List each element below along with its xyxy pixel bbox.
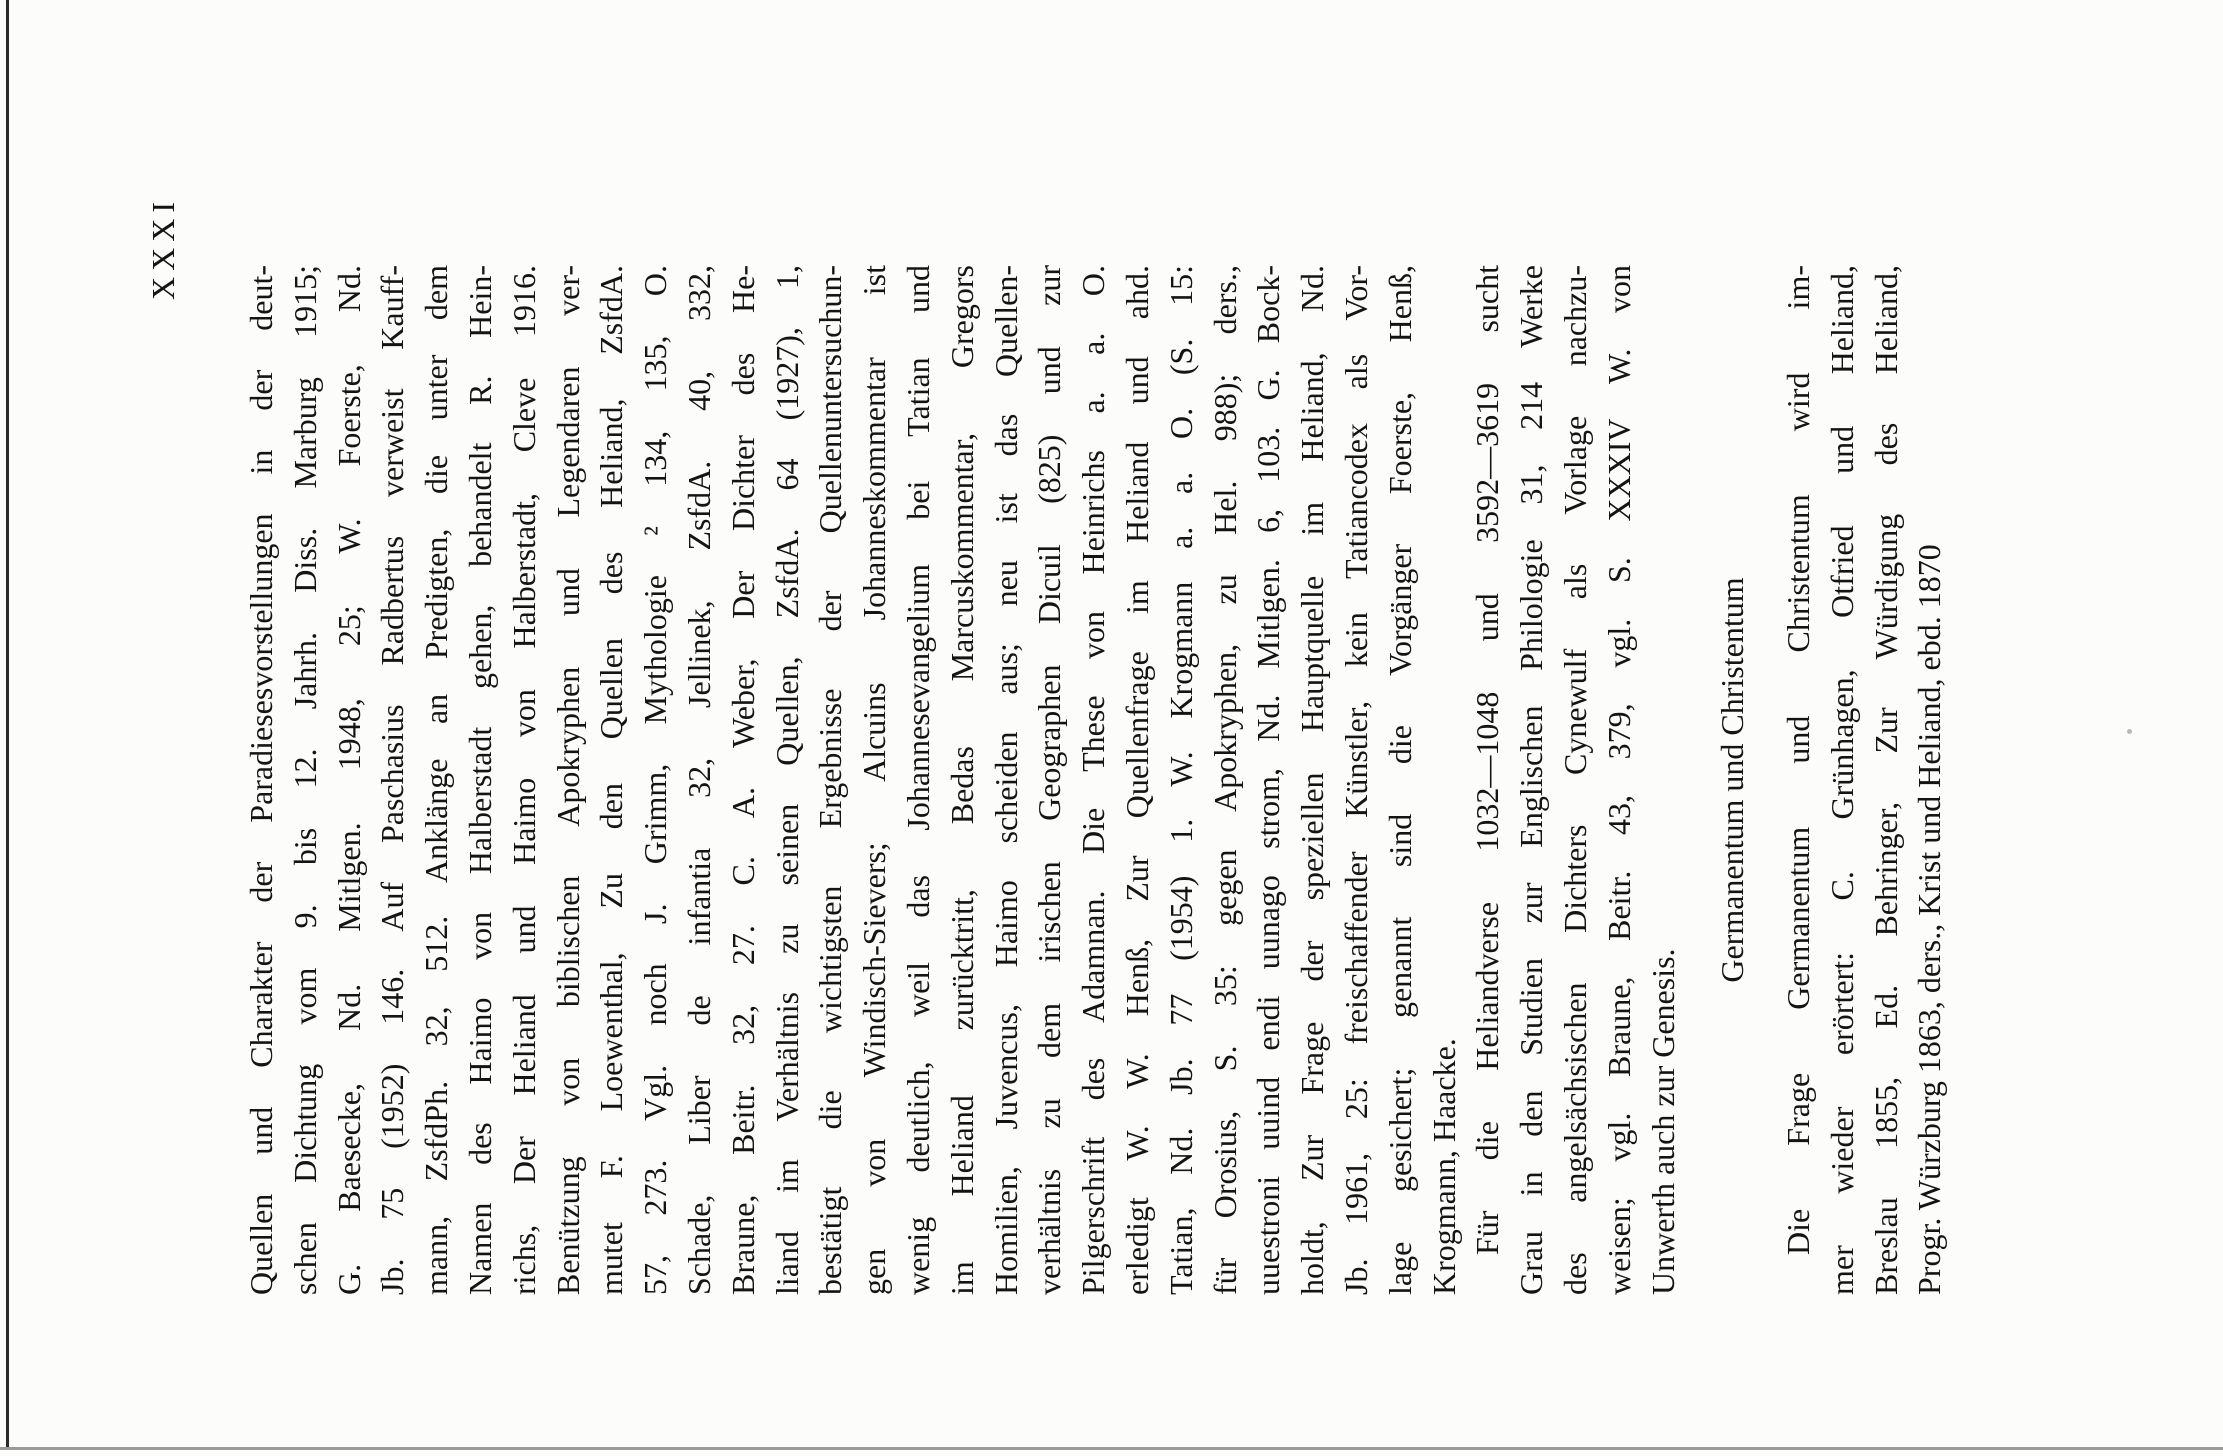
text-line: 57, 273. Vgl. noch J. Grimm, Mythologie ² 134, 135, O. — [637, 265, 674, 1295]
text-line: des angelsächsischen Dichters Cynewulf als Vorlage nachzu- — [1556, 265, 1593, 1295]
text-line: erledigt W. W. Henß, Zur Quellenfrage im Heliand und ahd. — [1118, 265, 1155, 1295]
text-line: Jb. 1961, 25: freischaffender Künstler, kein Tatiancodex als Vor- — [1337, 265, 1374, 1295]
text-line: G. Baesecke, Nd. Mitlgen. 1948, 25; W. Foerste, Nd. — [330, 265, 367, 1295]
text-line: mutet F. Loewenthal, Zu den Quellen des Heliand, ZsfdA. — [593, 265, 630, 1295]
text-line: Braune, Beitr. 32, 27. C. A. Weber, Der Dichter des He- — [724, 265, 761, 1295]
scan-edge-bottom — [0, 1447, 2223, 1450]
text-line: Die Frage Germanentum und Christentum wird im- — [1780, 265, 1817, 1255]
text-line: Für die Heliandverse 1032—1048 und 3592—3619 sucht — [1469, 265, 1506, 1255]
text-line: lage gesichert; genannt sind die Vorgänger Foerste, Henß, — [1381, 265, 1418, 1295]
text-line: Unwerth auch zur Genesis. — [1644, 948, 1681, 1295]
text-line: bestätigt die wichtigsten Ergebnisse der Quellenuntersuchun- — [812, 265, 849, 1295]
text-line: Benützung von biblischen Apokryphen und Legendaren ver- — [549, 265, 586, 1295]
text-line: Jb. 75 (1952) 146. Auf Paschasius Radbertus verweist Kauff- — [374, 265, 411, 1295]
text-line: Grau in den Studien zur Englischen Philologie 31, 214 Werke — [1513, 265, 1550, 1295]
text-line: Progr. Würzburg 1863, ders., Krist und Heliand, ebd. 1870 — [1911, 544, 1948, 1295]
section-heading: Germanentum und Christentum — [1714, 577, 1751, 983]
text-line: liand im Verhältnis zu seinen Quellen, ZsfdA. 64 (1927), 1, — [768, 265, 805, 1295]
text-line: gen von Windisch-Sievers; Alcuins Johanneskommentar ist — [856, 265, 893, 1295]
text-line: mann, ZsfdPh. 32, 512. Anklänge an Predigten, die unter dem — [418, 265, 455, 1295]
text-line: Pilgerschrift des Adamnan. Die These von Heinrichs a. a. O. — [1075, 265, 1112, 1295]
text-line: weisen; vgl. Braune, Beitr. 43, 379, vgl. S. XXXIV W. von — [1600, 265, 1637, 1295]
text-line: Homilien, Juvencus, Haimo scheiden aus; neu ist das Quellen- — [987, 265, 1024, 1295]
text-line: mer wieder erörtert: C. Grünhagen, Otfried und Heliand, — [1823, 265, 1860, 1295]
text-line: richs, Der Heliand und Haimo von Halberstadt, Cleve 1916. — [505, 265, 542, 1295]
scan-speck — [2127, 729, 2132, 734]
scan-edge-left — [6, 0, 9, 1448]
text-line: im Heliand zurücktritt, Bedas Marcuskommentar, Gregors — [943, 265, 980, 1295]
text-line: Namen des Haimo von Halberstadt gehen, behandelt R. Hein- — [461, 265, 498, 1295]
text-line: schen Dichtung vom 9. bis 12. Jahrh. Diss. Marburg 1915; — [286, 265, 323, 1295]
text-line: verhältnis zu dem irischen Geographen Dicuil (825) und zur — [1031, 265, 1068, 1295]
text-line: Krogmann, Haacke. — [1425, 1038, 1462, 1295]
body-text — [240, 265, 1952, 1295]
text-line: Quellen und Charakter der Paradiesesvorstellungen in der deut- — [243, 265, 279, 1295]
text-line: uuestroni uuind endi uunago strom, Nd. Mitlgen. 6, 103. G. Bock- — [1250, 265, 1287, 1295]
page-number: XXXI — [145, 196, 181, 300]
text-line: wenig deutlich, weil das Johannesevangelium bei Tatian und — [899, 265, 936, 1295]
paragraph-sources — [240, 265, 1466, 1295]
paragraph-germanentum — [1777, 265, 1952, 1295]
paragraph-cynewulf — [1466, 265, 1685, 1295]
text-line: holdt, Zur Frage der speziellen Hauptquelle im Heliand, Nd. — [1294, 265, 1331, 1295]
text-line: Tatian, Nd. Jb. 77 (1954) 1. W. Krogmann a. a. O. (S. 15: — [1162, 265, 1199, 1295]
text-line: Schade, Liber de infantia 32, Jellinek, ZsfdA. 40, 332, — [680, 265, 717, 1295]
text-line: für Orosius, S. 35: gegen Apokryphen, zu Hel. 988); ders., — [1206, 265, 1243, 1295]
text-line: Breslau 1855, Ed. Behringer, Zur Würdigung des Heliand, — [1867, 265, 1904, 1295]
